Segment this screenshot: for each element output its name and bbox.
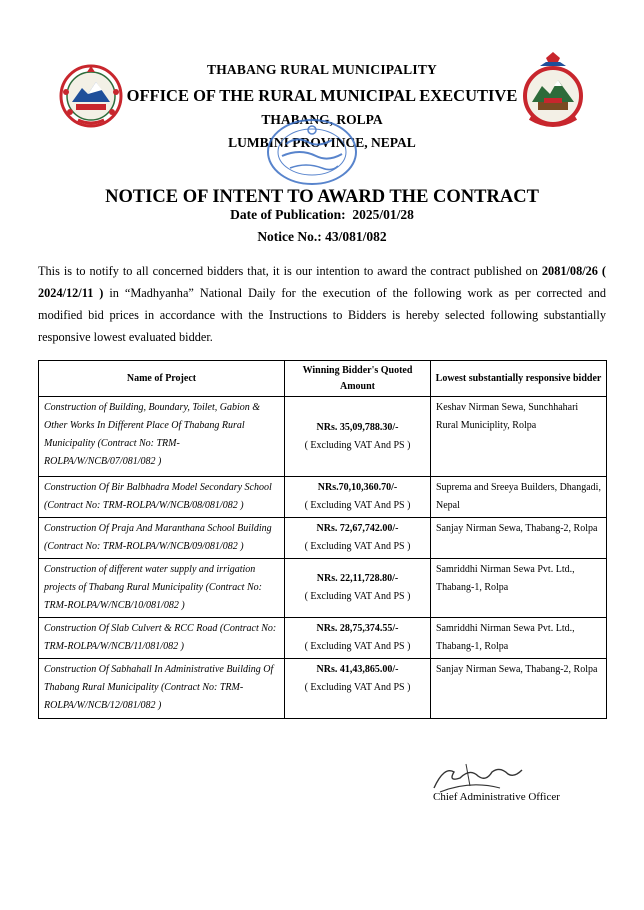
bidder-name: Suprema and Sreeya Builders, Dhangadi, Nepal	[431, 477, 607, 518]
quoted-amount-cell	[285, 397, 431, 477]
quoted-amount: NRs. 28,75,374.55/-	[316, 623, 399, 634]
quoted-amount: NRs. 35,09,788.30/-	[316, 421, 399, 433]
quoted-amount: NRs. 72,67,742.00/-	[316, 523, 399, 534]
quoted-amount-cell	[285, 477, 431, 518]
intro-paren-open: (	[597, 264, 606, 278]
awards-table	[38, 360, 607, 719]
amount-note: ( Excluding VAT And PS )	[304, 541, 411, 552]
bidder-name: Sanjay Nirman Sewa, Thabang-2, Rolpa	[431, 659, 607, 719]
publication-date-label: Date of Publication:	[230, 207, 346, 222]
quoted-amount-cell	[285, 518, 431, 559]
project-name: Construction Of Sabhahall In Administrative Building Of Thabang Rural Municipality (Contract No: TRM-ROLPA/W/NCB/12/081/082 )	[39, 659, 285, 719]
table-row	[39, 618, 607, 659]
table-row	[39, 397, 607, 477]
handwritten-signature-icon	[430, 758, 526, 794]
publication-date	[0, 207, 644, 223]
header-project: Name of Project	[39, 361, 285, 397]
intro-text-end: in “Madhyanha” National Daily for the execution of the following work as per corrected and modified bid prices in accordance with the Instructions to Bidders is hereby selected following substantially responsive lowest evaluated bidder.	[38, 286, 606, 344]
table-row	[39, 477, 607, 518]
quoted-amount-cell	[285, 618, 431, 659]
quoted-amount: NRs. 41,43,865.00/-	[316, 664, 399, 675]
amount-note: ( Excluding VAT And PS )	[304, 500, 411, 511]
office-province: LUMBINI PROVINCE, NEPAL	[228, 135, 416, 150]
project-name: Construction Of Bir Balbhadra Model Secondary School (Contract No: TRM-ROLPA/W/NCB/08/081/082 )	[39, 477, 285, 518]
table-header-row	[39, 361, 607, 397]
quoted-amount-cell	[285, 559, 431, 618]
notice-title: NOTICE OF INTENT TO AWARD THE CONTRACT	[105, 187, 539, 207]
amount-note: ( Excluding VAT And PS )	[304, 591, 411, 602]
intro-paragraph	[38, 260, 606, 348]
intro-date-ad: 2024/12/11	[38, 286, 94, 300]
table-row	[39, 559, 607, 618]
notice-number	[0, 229, 644, 245]
intro-date-bs: 2081/08/26	[541, 264, 598, 278]
municipality-name: THABANG RURAL MUNICIPALITY	[207, 62, 437, 77]
amount-note: ( Excluding VAT And PS )	[304, 439, 411, 451]
table-row	[39, 518, 607, 559]
amount-note: ( Excluding VAT And PS )	[304, 641, 411, 652]
bidder-name: Samriddhi Nirman Sewa Pvt. Ltd., Thabang-1, Rolpa	[431, 618, 607, 659]
notice-number-label: Notice No.:	[257, 229, 322, 244]
bidder-name: Sanjay Nirman Sewa, Thabang-2, Rolpa	[431, 518, 607, 559]
publication-date-value: 2025/01/28	[352, 207, 414, 222]
office-stamp-icon	[256, 108, 368, 190]
project-name: Construction of different water supply and irrigation projects of Thabang Rural Municipality (Contract No: TRM-ROLPA/W/NCB/10/081/082 )	[39, 559, 285, 618]
header-amount: Winning Bidder's Quoted Amount	[285, 361, 431, 397]
project-name: Construction Of Slab Culvert & RCC Road (Contract No: TRM-ROLPA/W/NCB/11/081/082 )	[39, 618, 285, 659]
bidder-name: Samriddhi Nirman Sewa Pvt. Ltd., Thabang-1, Rolpa	[431, 559, 607, 618]
quoted-amount: NRs.70,10,360.70/-	[317, 482, 398, 493]
signatory-title: Chief Administrative Officer	[433, 791, 560, 803]
project-name: Construction of Building, Boundary, Toilet, Gabion & Other Works In Different Place Of Thabang Rural Municipality (Contract No: TRM-ROLPA/W/NCB/07/081/082 )	[39, 397, 285, 477]
intro-paren-close: )	[93, 286, 104, 300]
bidder-name: Keshav Nirman Sewa, Sunchhahari Rural Municiplity, Rolpa	[431, 397, 607, 477]
intro-text-start: This is to notify to all concerned bidders that, it is our intention to award the contract published on	[38, 264, 542, 278]
quoted-amount-cell	[285, 659, 431, 719]
notice-number-value: 43/081/082	[325, 229, 387, 244]
header-bidder: Lowest substantially responsive bidder	[431, 361, 607, 397]
quoted-amount: NRs. 22,11,728.80/-	[316, 573, 399, 584]
table-row	[39, 659, 607, 719]
office-name: OFFICE OF THE RURAL MUNICIPAL EXECUTIVE	[126, 86, 518, 105]
amount-note: ( Excluding VAT And PS )	[304, 682, 411, 693]
office-location: THABANG, ROLPA	[261, 112, 383, 127]
project-name: Construction Of Praja And Maranthana School Building (Contract No: TRM-ROLPA/W/NCB/09/081/082 )	[39, 518, 285, 559]
